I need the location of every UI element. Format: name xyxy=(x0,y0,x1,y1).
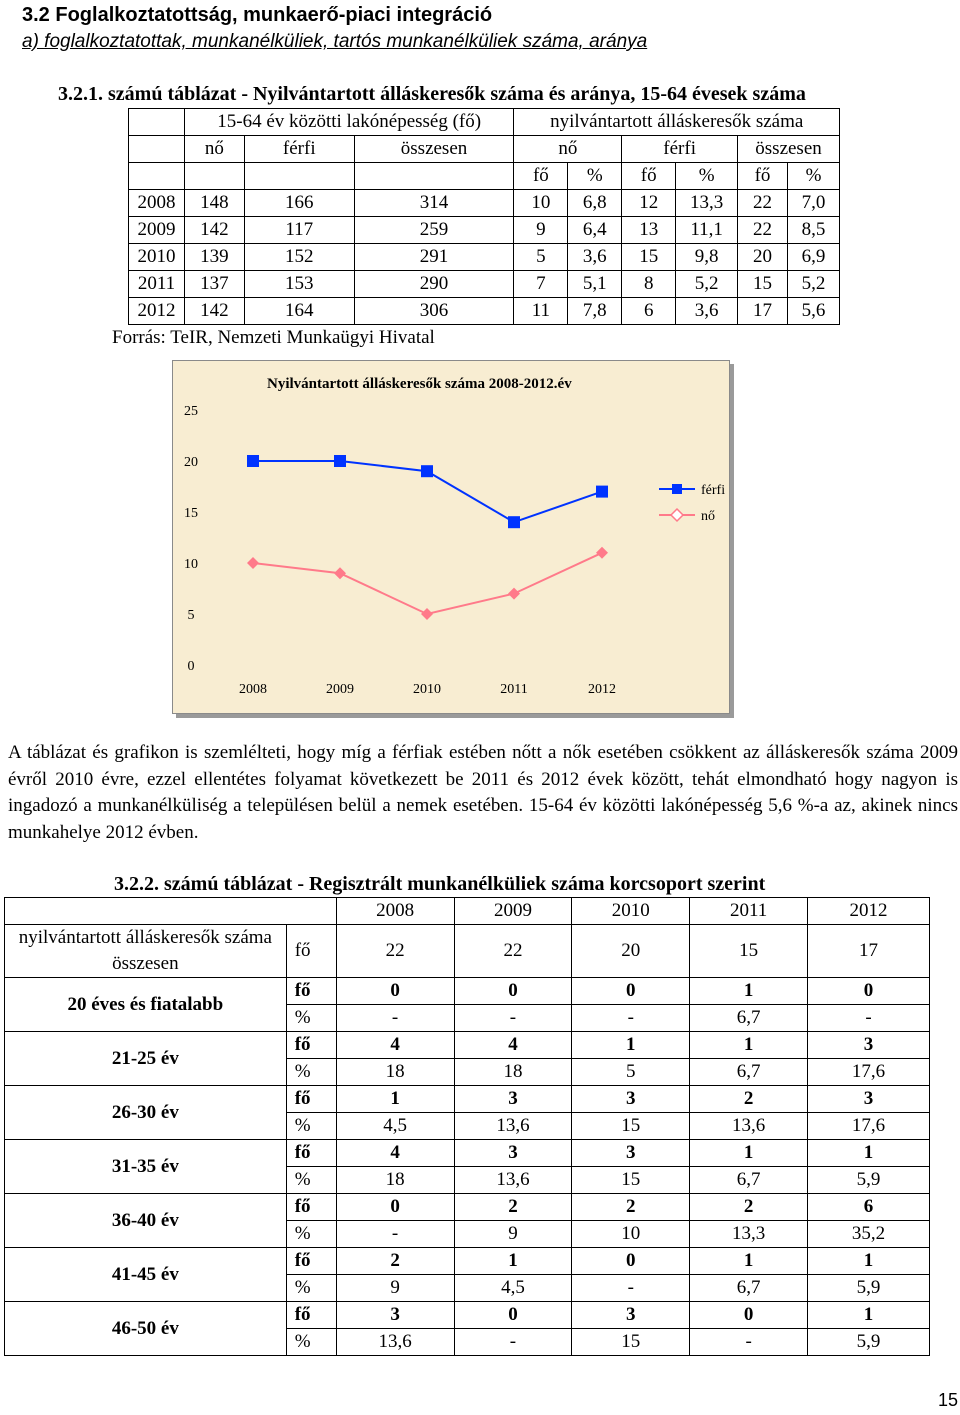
unit-header: % xyxy=(788,163,840,190)
unit-cell: fő xyxy=(286,1086,336,1113)
value-cell: 22 xyxy=(454,925,572,978)
value-cell: 6 xyxy=(622,298,676,325)
year-header: 2008 xyxy=(336,898,454,925)
table2-row xyxy=(5,1194,930,1221)
table2-total-row xyxy=(5,925,930,978)
year-cell: 2008 xyxy=(129,190,185,217)
value-cell: 6,7 xyxy=(690,1167,808,1194)
value-cell: 9 xyxy=(454,1221,572,1248)
value-cell: 13 xyxy=(622,217,676,244)
year-header: 2011 xyxy=(690,898,808,925)
value-cell: 5,9 xyxy=(808,1167,930,1194)
unit-cell: fő xyxy=(286,978,336,1005)
value-cell: 13,6 xyxy=(336,1329,454,1356)
population-group-header: 15-64 év közötti lakónépesség (fő) xyxy=(184,109,513,136)
year-cell: 2012 xyxy=(129,298,185,325)
sub-header: nő xyxy=(514,136,622,163)
value-cell: - xyxy=(690,1329,808,1356)
value-cell: 142 xyxy=(184,217,244,244)
analysis-paragraph: A táblázat és grafikon is szemlélteti, hogy míg a férfiak estében nőtt a nők esetében csökkent az álláskeresők száma 2009 évről 2010 évre, ezzel ellentétes folyamat következett be 2011 és 2012 évek között, tehát elmondható hogy nagyon is ingadozó a munkanélküliség a településen belül a nemek esetében. 15-64 év közötti lakónépesség 5,6 %-a az, akinek nincs munkahelye 2012 évben. xyxy=(8,742,958,843)
data-point xyxy=(596,547,608,559)
value-cell: 0 xyxy=(454,1302,572,1329)
value-cell: 15 xyxy=(572,1113,690,1140)
table1-unit-header-row xyxy=(129,163,840,190)
unit-cell: fő xyxy=(286,1140,336,1167)
value-cell: 15 xyxy=(572,1167,690,1194)
table1-empty-cell xyxy=(244,163,354,190)
value-cell: 2 xyxy=(572,1194,690,1221)
value-cell: 6 xyxy=(808,1194,930,1221)
value-cell: 11 xyxy=(514,298,568,325)
value-cell: 9,8 xyxy=(676,244,738,271)
table1-empty-cell xyxy=(129,136,185,163)
data-point xyxy=(421,465,433,477)
line-chart-svg xyxy=(173,361,729,713)
value-cell: 3 xyxy=(808,1086,930,1113)
unit-cell: % xyxy=(286,1221,336,1248)
value-cell: 0 xyxy=(336,1194,454,1221)
age-group-label: 21-25 év xyxy=(5,1032,287,1086)
value-cell: 152 xyxy=(244,244,354,271)
value-cell: 17,6 xyxy=(808,1059,930,1086)
y-tick-label: 10 xyxy=(184,557,198,572)
value-cell: 1 xyxy=(690,1140,808,1167)
value-cell: 137 xyxy=(184,271,244,298)
value-cell: 1 xyxy=(690,1032,808,1059)
year-header: 2012 xyxy=(808,898,930,925)
value-cell: 1 xyxy=(808,1248,930,1275)
value-cell: - xyxy=(808,1005,930,1032)
value-cell: 7,0 xyxy=(788,190,840,217)
value-cell: 6,4 xyxy=(568,217,622,244)
unit-cell: % xyxy=(286,1275,336,1302)
value-cell: 5 xyxy=(514,244,568,271)
table2-row xyxy=(5,1032,930,1059)
value-cell: 153 xyxy=(244,271,354,298)
value-cell: 0 xyxy=(690,1302,808,1329)
data-point xyxy=(247,455,259,467)
value-cell: 3 xyxy=(572,1302,690,1329)
age-group-label: 41-45 év xyxy=(5,1248,287,1302)
value-cell: 15 xyxy=(690,925,808,978)
value-cell: 18 xyxy=(336,1167,454,1194)
year-cell: 2009 xyxy=(129,217,185,244)
value-cell: 13,3 xyxy=(690,1221,808,1248)
value-cell: 15 xyxy=(622,244,676,271)
x-tick-label: 2011 xyxy=(500,682,528,697)
value-cell: 3 xyxy=(336,1302,454,1329)
value-cell: 1 xyxy=(808,1302,930,1329)
value-cell: 10 xyxy=(572,1221,690,1248)
value-cell: 6,7 xyxy=(690,1059,808,1086)
value-cell: - xyxy=(572,1005,690,1032)
value-cell: 8,5 xyxy=(788,217,840,244)
value-cell: 9 xyxy=(336,1275,454,1302)
value-cell: 2 xyxy=(454,1194,572,1221)
table1-row xyxy=(129,271,840,298)
value-cell: 117 xyxy=(244,217,354,244)
y-tick-label: 15 xyxy=(184,506,198,521)
value-cell: 35,2 xyxy=(808,1221,930,1248)
jobseekers-chart xyxy=(172,360,730,714)
age-group-label: 26-30 év xyxy=(5,1086,287,1140)
age-group-label: 20 éves és fiatalabb xyxy=(5,978,287,1032)
legend-label: férfi xyxy=(701,483,726,498)
jobseekers-table xyxy=(128,108,840,325)
value-cell: 5,2 xyxy=(788,271,840,298)
unit-cell: % xyxy=(286,1167,336,1194)
value-cell: 1 xyxy=(808,1140,930,1167)
unit-cell: fő xyxy=(286,1302,336,1329)
value-cell: 20 xyxy=(572,925,690,978)
unit-header: % xyxy=(568,163,622,190)
subsection-heading: a) foglalkoztatottak, munkanélküliek, tartós munkanélküliek száma, aránya xyxy=(22,31,648,52)
x-tick-label: 2010 xyxy=(413,682,441,697)
value-cell: 0 xyxy=(454,978,572,1005)
unit-header: fő xyxy=(514,163,568,190)
table1-empty-cell xyxy=(184,163,244,190)
value-cell: 290 xyxy=(354,271,514,298)
unit-cell: % xyxy=(286,1113,336,1140)
value-cell: 13,6 xyxy=(690,1113,808,1140)
value-cell: 306 xyxy=(354,298,514,325)
y-tick-label: 0 xyxy=(187,659,195,674)
value-cell: 8 xyxy=(622,271,676,298)
value-cell: 0 xyxy=(808,978,930,1005)
table2-caption: 3.2.2. számú táblázat - Regisztrált munkanélküliek száma korcsoport szerint xyxy=(114,873,766,895)
unit-header: fő xyxy=(738,163,788,190)
table1-empty-cell xyxy=(354,163,514,190)
unit-header: % xyxy=(676,163,738,190)
value-cell: 4 xyxy=(336,1032,454,1059)
value-cell: 0 xyxy=(572,1248,690,1275)
table1-group-header-row xyxy=(129,109,840,136)
table2-row xyxy=(5,1302,930,1329)
value-cell: 13,3 xyxy=(676,190,738,217)
value-cell: 2 xyxy=(690,1086,808,1113)
age-group-label: 46-50 év xyxy=(5,1302,287,1356)
value-cell: 4,5 xyxy=(336,1113,454,1140)
unit-header: fő xyxy=(622,163,676,190)
table1-empty-cell xyxy=(129,109,185,136)
unit-cell: fő xyxy=(286,1248,336,1275)
value-cell: - xyxy=(336,1005,454,1032)
unit-cell: % xyxy=(286,1005,336,1032)
chart-title: Nyilvántartott álláskeresők száma 2008-2012.év xyxy=(267,376,572,392)
unit-cell: fő xyxy=(286,1032,336,1059)
y-tick-label: 20 xyxy=(184,455,198,470)
value-cell: 3 xyxy=(572,1140,690,1167)
value-cell: 1 xyxy=(572,1032,690,1059)
sub-header: összesen xyxy=(354,136,514,163)
unit-cell: % xyxy=(286,1059,336,1086)
value-cell: 148 xyxy=(184,190,244,217)
value-cell: 3,6 xyxy=(676,298,738,325)
y-tick-label: 25 xyxy=(184,404,198,419)
table2-header-row xyxy=(5,898,930,925)
table1-sub-header-row xyxy=(129,136,840,163)
sub-header: összesen xyxy=(738,136,840,163)
value-cell: 0 xyxy=(572,978,690,1005)
page-number: 15 xyxy=(937,1390,958,1410)
y-tick-label: 5 xyxy=(187,608,195,623)
value-cell: 15 xyxy=(738,271,788,298)
data-point xyxy=(334,567,346,579)
sub-header: nő xyxy=(184,136,244,163)
value-cell: 22 xyxy=(336,925,454,978)
table2-row xyxy=(5,1248,930,1275)
data-point xyxy=(421,608,433,620)
value-cell: 4,5 xyxy=(454,1275,572,1302)
value-cell: 3 xyxy=(572,1086,690,1113)
sub-header: férfi xyxy=(244,136,354,163)
legend-marker xyxy=(671,509,683,521)
table2-row xyxy=(5,1086,930,1113)
value-cell: - xyxy=(572,1275,690,1302)
value-cell: 13,6 xyxy=(454,1167,572,1194)
value-cell: 142 xyxy=(184,298,244,325)
value-cell: 7 xyxy=(514,271,568,298)
value-cell: 5,1 xyxy=(568,271,622,298)
value-cell: 1 xyxy=(690,978,808,1005)
value-cell: 17 xyxy=(738,298,788,325)
value-cell: 1 xyxy=(336,1086,454,1113)
unit-cell: % xyxy=(286,1329,336,1356)
value-cell: 5,2 xyxy=(676,271,738,298)
value-cell: 139 xyxy=(184,244,244,271)
value-cell: 4 xyxy=(336,1140,454,1167)
value-cell: 1 xyxy=(690,1248,808,1275)
value-cell: 166 xyxy=(244,190,354,217)
jobseekers-group-header: nyilvántartott álláskeresők száma xyxy=(514,109,840,136)
table2-row xyxy=(5,978,930,1005)
total-label: nyilvántartott álláskeresők száma összesen xyxy=(5,925,287,978)
unit-cell: fő xyxy=(286,1194,336,1221)
legend-marker xyxy=(672,484,682,494)
value-cell: 164 xyxy=(244,298,354,325)
year-cell: 2011 xyxy=(129,271,185,298)
value-cell: 10 xyxy=(514,190,568,217)
value-cell: 18 xyxy=(454,1059,572,1086)
value-cell: 6,7 xyxy=(690,1005,808,1032)
legend-label: nő xyxy=(701,509,715,524)
value-cell: 3 xyxy=(454,1140,572,1167)
year-cell: 2010 xyxy=(129,244,185,271)
table1-caption: 3.2.1. számú táblázat - Nyilvántartott álláskeresők száma és aránya, 15-64 évesek száma xyxy=(58,83,806,105)
value-cell: 2 xyxy=(690,1194,808,1221)
value-cell: 5,6 xyxy=(788,298,840,325)
data-point xyxy=(508,516,520,528)
value-cell: 6,8 xyxy=(568,190,622,217)
x-tick-label: 2012 xyxy=(588,682,616,697)
value-cell: 3 xyxy=(454,1086,572,1113)
value-cell: 291 xyxy=(354,244,514,271)
year-header: 2010 xyxy=(572,898,690,925)
table1-row xyxy=(129,217,840,244)
value-cell: - xyxy=(454,1005,572,1032)
value-cell: 1 xyxy=(454,1248,572,1275)
value-cell: 15 xyxy=(572,1329,690,1356)
value-cell: 259 xyxy=(354,217,514,244)
value-cell: 17,6 xyxy=(808,1113,930,1140)
table1-row xyxy=(129,244,840,271)
year-header: 2009 xyxy=(454,898,572,925)
data-point xyxy=(334,455,346,467)
x-tick-label: 2009 xyxy=(326,682,354,697)
data-point xyxy=(247,557,259,569)
value-cell: 13,6 xyxy=(454,1113,572,1140)
value-cell: 20 xyxy=(738,244,788,271)
series-line-1 xyxy=(253,553,602,614)
table2-row xyxy=(5,1140,930,1167)
value-cell: 9 xyxy=(514,217,568,244)
age-group-table xyxy=(4,897,930,1356)
value-cell: 5,9 xyxy=(808,1275,930,1302)
age-group-label: 31-35 év xyxy=(5,1140,287,1194)
unit-cell: fő xyxy=(286,925,336,978)
data-point xyxy=(596,486,608,498)
value-cell: 2 xyxy=(336,1248,454,1275)
x-tick-label: 2008 xyxy=(239,682,267,697)
value-cell: - xyxy=(454,1329,572,1356)
value-cell: 6,7 xyxy=(690,1275,808,1302)
table1-empty-cell xyxy=(129,163,185,190)
value-cell: 22 xyxy=(738,217,788,244)
value-cell: 7,8 xyxy=(568,298,622,325)
value-cell: 18 xyxy=(336,1059,454,1086)
sub-header: férfi xyxy=(622,136,738,163)
value-cell: 5,9 xyxy=(808,1329,930,1356)
table1-source: Forrás: TeIR, Nemzeti Munkaügyi Hivatal xyxy=(112,327,435,348)
value-cell: - xyxy=(336,1221,454,1248)
value-cell: 5 xyxy=(572,1059,690,1086)
table1-row xyxy=(129,190,840,217)
value-cell: 0 xyxy=(336,978,454,1005)
table1-row xyxy=(129,298,840,325)
value-cell: 314 xyxy=(354,190,514,217)
data-point xyxy=(508,588,520,600)
value-cell: 12 xyxy=(622,190,676,217)
value-cell: 11,1 xyxy=(676,217,738,244)
value-cell: 22 xyxy=(738,190,788,217)
value-cell: 6,9 xyxy=(788,244,840,271)
section-heading: 3.2 Foglalkoztatottság, munkaerő-piaci integráció xyxy=(22,4,493,26)
value-cell: 17 xyxy=(808,925,930,978)
value-cell: 4 xyxy=(454,1032,572,1059)
value-cell: 3,6 xyxy=(568,244,622,271)
age-group-label: 36-40 év xyxy=(5,1194,287,1248)
value-cell: 3 xyxy=(808,1032,930,1059)
table2-empty-cell xyxy=(5,898,337,925)
